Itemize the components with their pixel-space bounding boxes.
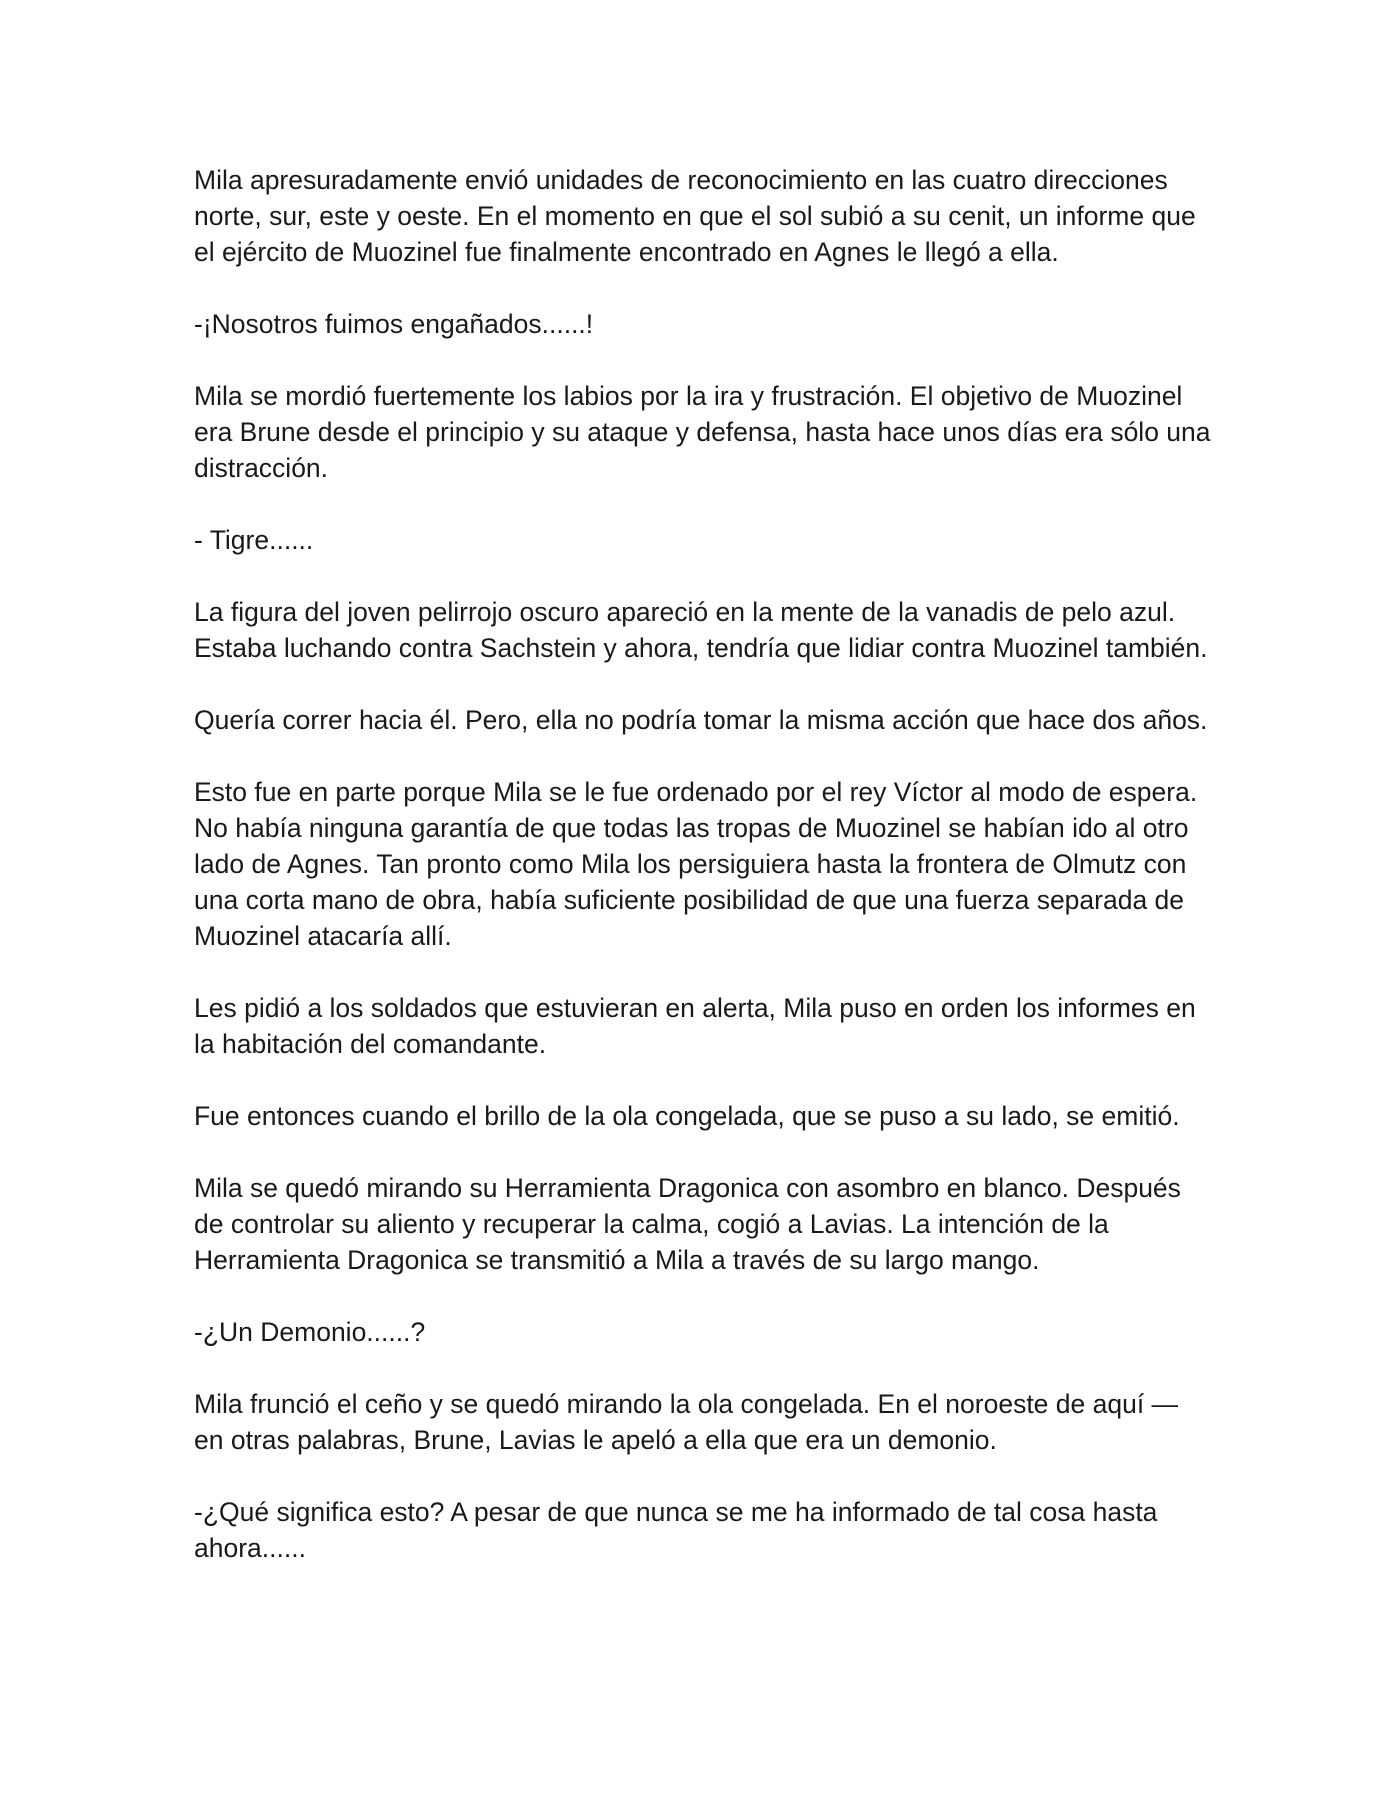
paragraph: Esto fue en parte porque Mila se le fue ordenado por el rey Víctor al modo de espera. No había ninguna garantía de que todas las tropas de Muozinel se habían ido al otro lado de Agnes. Tan pronto como Mila los persiguiera hasta la frontera de Olmutz con una corta mano de obra, había suficiente posibilidad de que una fuerza separada de Muozinel atacaría allí. — [194, 777, 1198, 951]
paragraph: Mila se quedó mirando su Herramienta Dragonica con asombro en blanco. Después de controlar su aliento y recuperar la calma, cogió a Lavias. La intención de la Herramienta Dragonica se transmitió a Mila a través de su largo mango. — [194, 1173, 1181, 1275]
document-body — [194, 162, 1214, 1566]
paragraph: -¡Nosotros fuimos engañados......! — [194, 309, 594, 339]
paragraph: La figura del joven pelirrojo oscuro apareció en la mente de la vanadis de pelo azul. Estaba luchando contra Sachstein y ahora, tendría que lidiar contra Muozinel también. — [194, 597, 1208, 663]
paragraph: Mila frunció el ceño y se quedó mirando la ola congelada. En el noroeste de aquí — en otras palabras, Brune, Lavias le apeló a ella que era un demonio. — [194, 1389, 1179, 1455]
paragraph: Quería correr hacia él. Pero, ella no podría tomar la misma acción que hace dos años. — [194, 705, 1208, 735]
paragraph: Mila se mordió fuertemente los labios por la ira y frustración. El objetivo de Muozinel era Brune desde el principio y su ataque y defensa, hasta hace unos días era sólo una distracción. — [194, 381, 1211, 483]
paragraph: -¿Un Demonio......? — [194, 1317, 426, 1347]
paragraph: -¿Qué significa esto? A pesar de que nunca se me ha informado de tal cosa hasta ahora...... — [194, 1497, 1158, 1563]
paragraph: Les pidió a los soldados que estuvieran en alerta, Mila puso en orden los informes en la habitación del comandante. — [194, 993, 1196, 1059]
paragraph: Mila apresuradamente envió unidades de reconocimiento en las cuatro direcciones norte, sur, este y oeste. En el momento en que el sol subió a su cenit, un informe que el ejército de Muozinel fue finalmente encontrado en Agnes le llegó a ella. — [194, 165, 1196, 267]
paragraph: Fue entonces cuando el brillo de la ola congelada, que se puso a su lado, se emitió. — [194, 1101, 1180, 1131]
paragraph: - Tigre...... — [194, 525, 314, 555]
